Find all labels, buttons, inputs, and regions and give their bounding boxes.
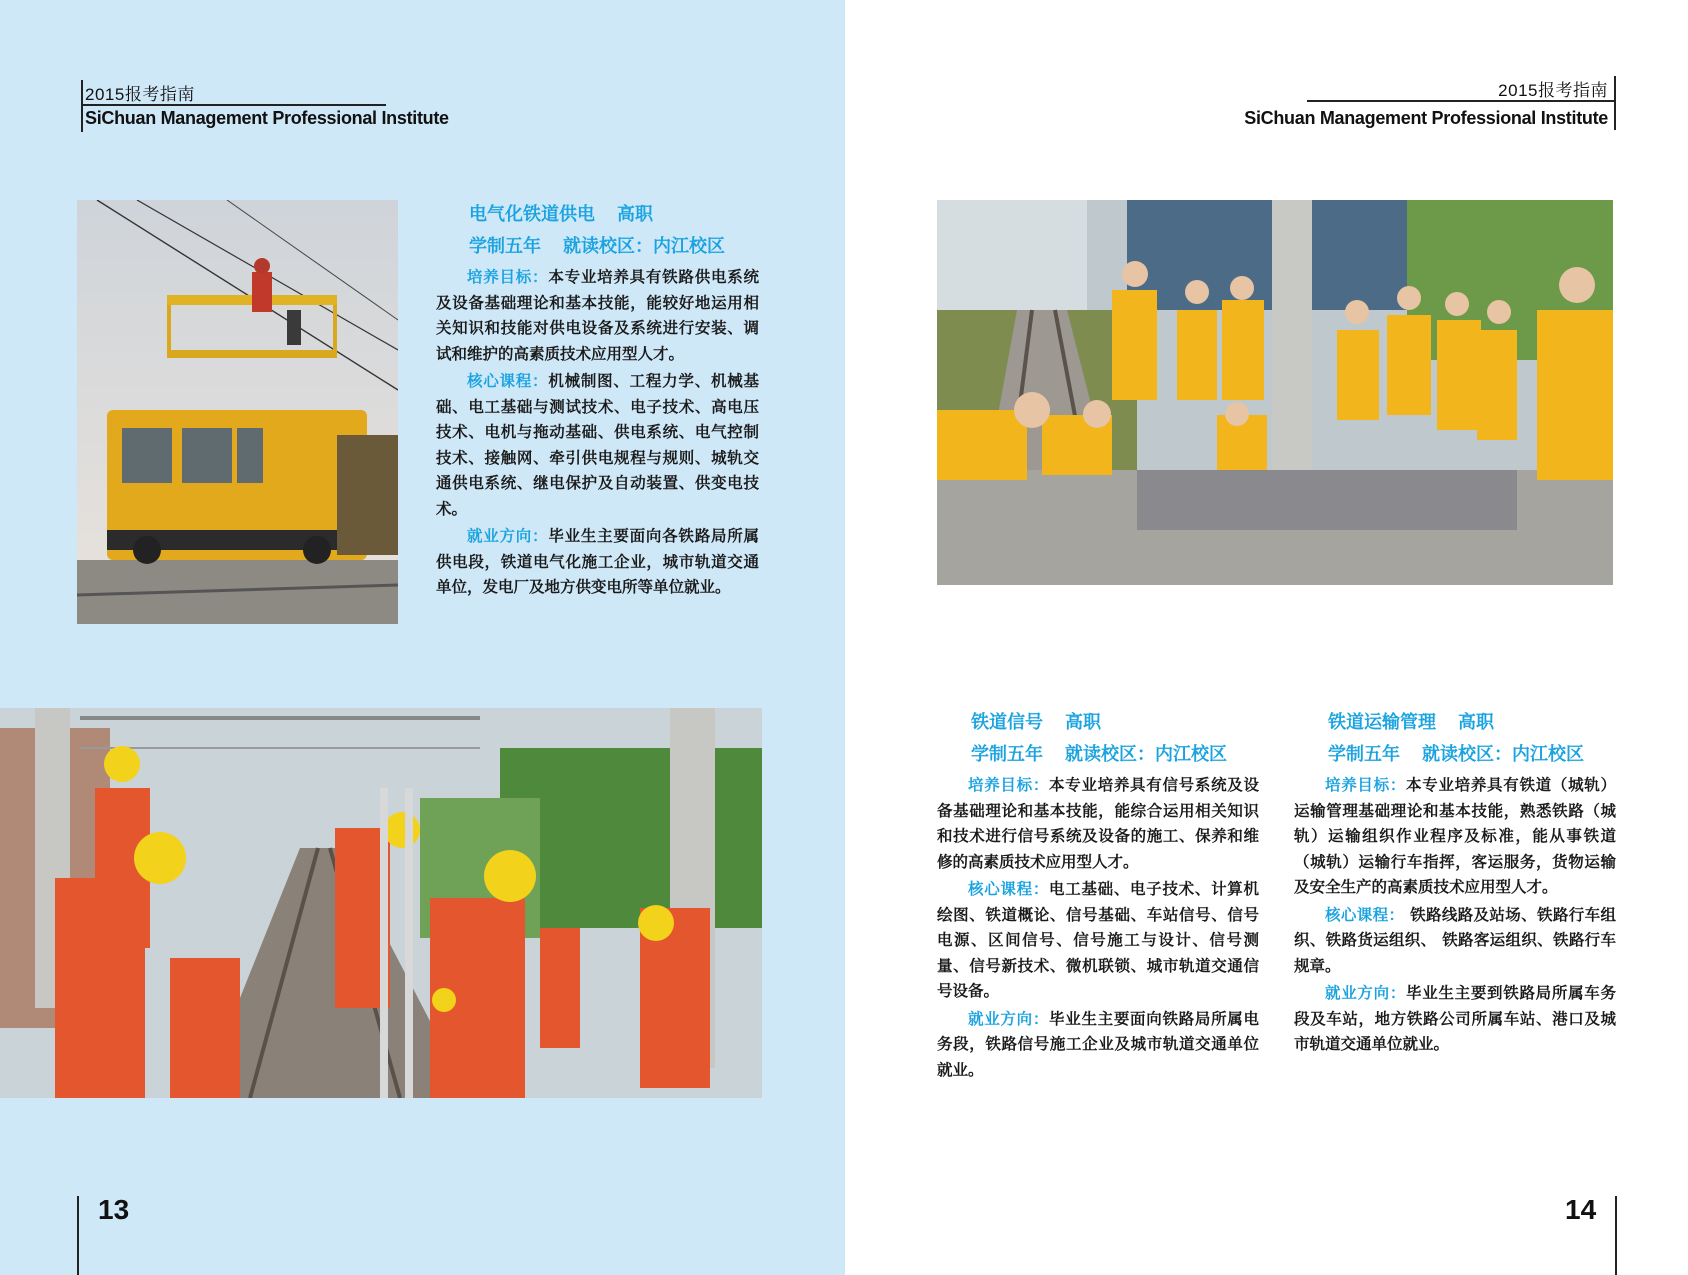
courses-text: 电工基础、电子技术、计算机绘图、铁道概论、信号基础、车站信号、信号电源、区间信号、信号施工与设计、信号测量、信号新技术、微机联锁、城市轨道交通信号设备。 bbox=[937, 880, 1259, 1000]
program-level: 高职 bbox=[1065, 712, 1101, 733]
goal-paragraph bbox=[937, 773, 1259, 875]
program-duration: 学制五年 bbox=[971, 744, 1043, 765]
courses-paragraph bbox=[1294, 903, 1616, 980]
jobs-text: 毕业生主要面向各铁路局所属供电段，铁道电气化施工企业，城市轨道交通单位，发电厂及地方供变电所等单位就业。 bbox=[436, 527, 759, 596]
goal-label: 培养目标： bbox=[1325, 776, 1407, 794]
courses-text: 机械制图、工程力学、机械基础、电工基础与测试技术、电子技术、高电压技术、电机与拖动基础、供电系统、电气控制技术、接触网、牵引供电规程与规则、城轨交通供电系统、继电保护及自动装置、供变电技术。 bbox=[436, 372, 759, 518]
program-duration: 学制五年 bbox=[469, 236, 541, 257]
header-year-guide: 2015报考指南 bbox=[85, 85, 195, 104]
goal-paragraph bbox=[1294, 773, 1616, 901]
header-rule-vertical bbox=[1614, 76, 1616, 130]
program-name: 电气化铁道供电 bbox=[469, 204, 595, 225]
jobs-paragraph bbox=[1294, 981, 1616, 1058]
header-year-guide: 2015报考指南 bbox=[1498, 81, 1608, 100]
program-level: 高职 bbox=[617, 204, 653, 225]
program-meta bbox=[1294, 739, 1616, 771]
goal-label: 培养目标： bbox=[968, 776, 1050, 794]
program-duration: 学制五年 bbox=[1328, 744, 1400, 765]
goal-text: 本专业培养具有铁路供电系统及设备基础理论和基本技能，能较好地运用相关知识和技能对供电设备及系统进行安装、调试和维护的高素质技术应用型人才。 bbox=[436, 268, 759, 363]
jobs-label: 就业方向： bbox=[467, 527, 549, 545]
photo-students-switch bbox=[937, 200, 1613, 585]
page-number-rule bbox=[77, 1196, 79, 1275]
program-title bbox=[937, 707, 1259, 739]
jobs-label: 就业方向： bbox=[968, 1009, 1050, 1028]
program-level: 高职 bbox=[1458, 712, 1494, 733]
program-meta bbox=[436, 231, 759, 263]
program-railway-signal bbox=[937, 707, 1259, 1083]
program-title bbox=[436, 199, 759, 231]
courses-label: 核心课程： bbox=[968, 880, 1050, 898]
page-number: 13 bbox=[98, 1194, 130, 1225]
program-meta bbox=[937, 739, 1259, 771]
courses-label: 核心课程： bbox=[467, 372, 549, 390]
courses-paragraph bbox=[937, 877, 1259, 1005]
program-campus: 就读校区：内江校区 bbox=[1422, 744, 1584, 765]
photo-track-workers bbox=[0, 708, 762, 1098]
header-rule-vertical bbox=[81, 80, 83, 132]
jobs-text: 毕业生主要面向铁路局所属电务段，铁路信号施工企业及城市轨道交通单位就业。 bbox=[937, 1009, 1259, 1079]
goal-paragraph bbox=[436, 265, 759, 367]
header-institute: SiChuan Management Professional Institute bbox=[1244, 108, 1608, 128]
jobs-paragraph bbox=[436, 524, 759, 601]
jobs-label: 就业方向： bbox=[1325, 984, 1407, 1002]
program-railway-transport-management bbox=[1294, 707, 1616, 1058]
page-number-rule bbox=[1615, 1196, 1617, 1275]
courses-label: 核心课程： bbox=[1325, 905, 1405, 924]
goal-text: 本专业培养具有信号系统及设备基础理论和基本技能，能综合运用相关知识和技术进行信号系统及设备的施工、保养和维修的高素质技术应用型人才。 bbox=[937, 776, 1259, 871]
program-campus: 就读校区：内江校区 bbox=[1065, 744, 1227, 765]
program-title bbox=[1294, 707, 1616, 739]
courses-paragraph bbox=[436, 369, 759, 522]
jobs-paragraph bbox=[937, 1007, 1259, 1084]
right-page bbox=[845, 0, 1688, 1275]
program-campus: 就读校区：内江校区 bbox=[563, 236, 725, 257]
courses-text: 铁路线路及站场、铁路行车组织、铁路货运组织、 铁路客运组织、铁路行车规章。 bbox=[1294, 905, 1616, 975]
header-institute: SiChuan Management Professional Institute bbox=[85, 108, 449, 128]
goal-text: 本专业培养具有铁道（城轨）运输管理基础理论和基本技能，熟悉铁路（城轨）运输组织作业程序及标准，能从事铁道（城轨）运输行车指挥，客运服务，货物运输及安全生产的高素质技术应用型人才。 bbox=[1294, 776, 1616, 896]
program-name: 铁道信号 bbox=[971, 712, 1043, 733]
jobs-text: 毕业生主要到铁路局所属车务段及车站，地方铁路公司所属车站、港口及城市轨道交通单位就业。 bbox=[1294, 984, 1616, 1053]
page-number: 14 bbox=[1565, 1194, 1597, 1225]
program-electrified-railway-power bbox=[436, 199, 759, 601]
program-name: 铁道运输管理 bbox=[1328, 712, 1436, 733]
photo-catenary-vehicle bbox=[77, 200, 398, 624]
goal-label: 培养目标： bbox=[467, 268, 549, 286]
